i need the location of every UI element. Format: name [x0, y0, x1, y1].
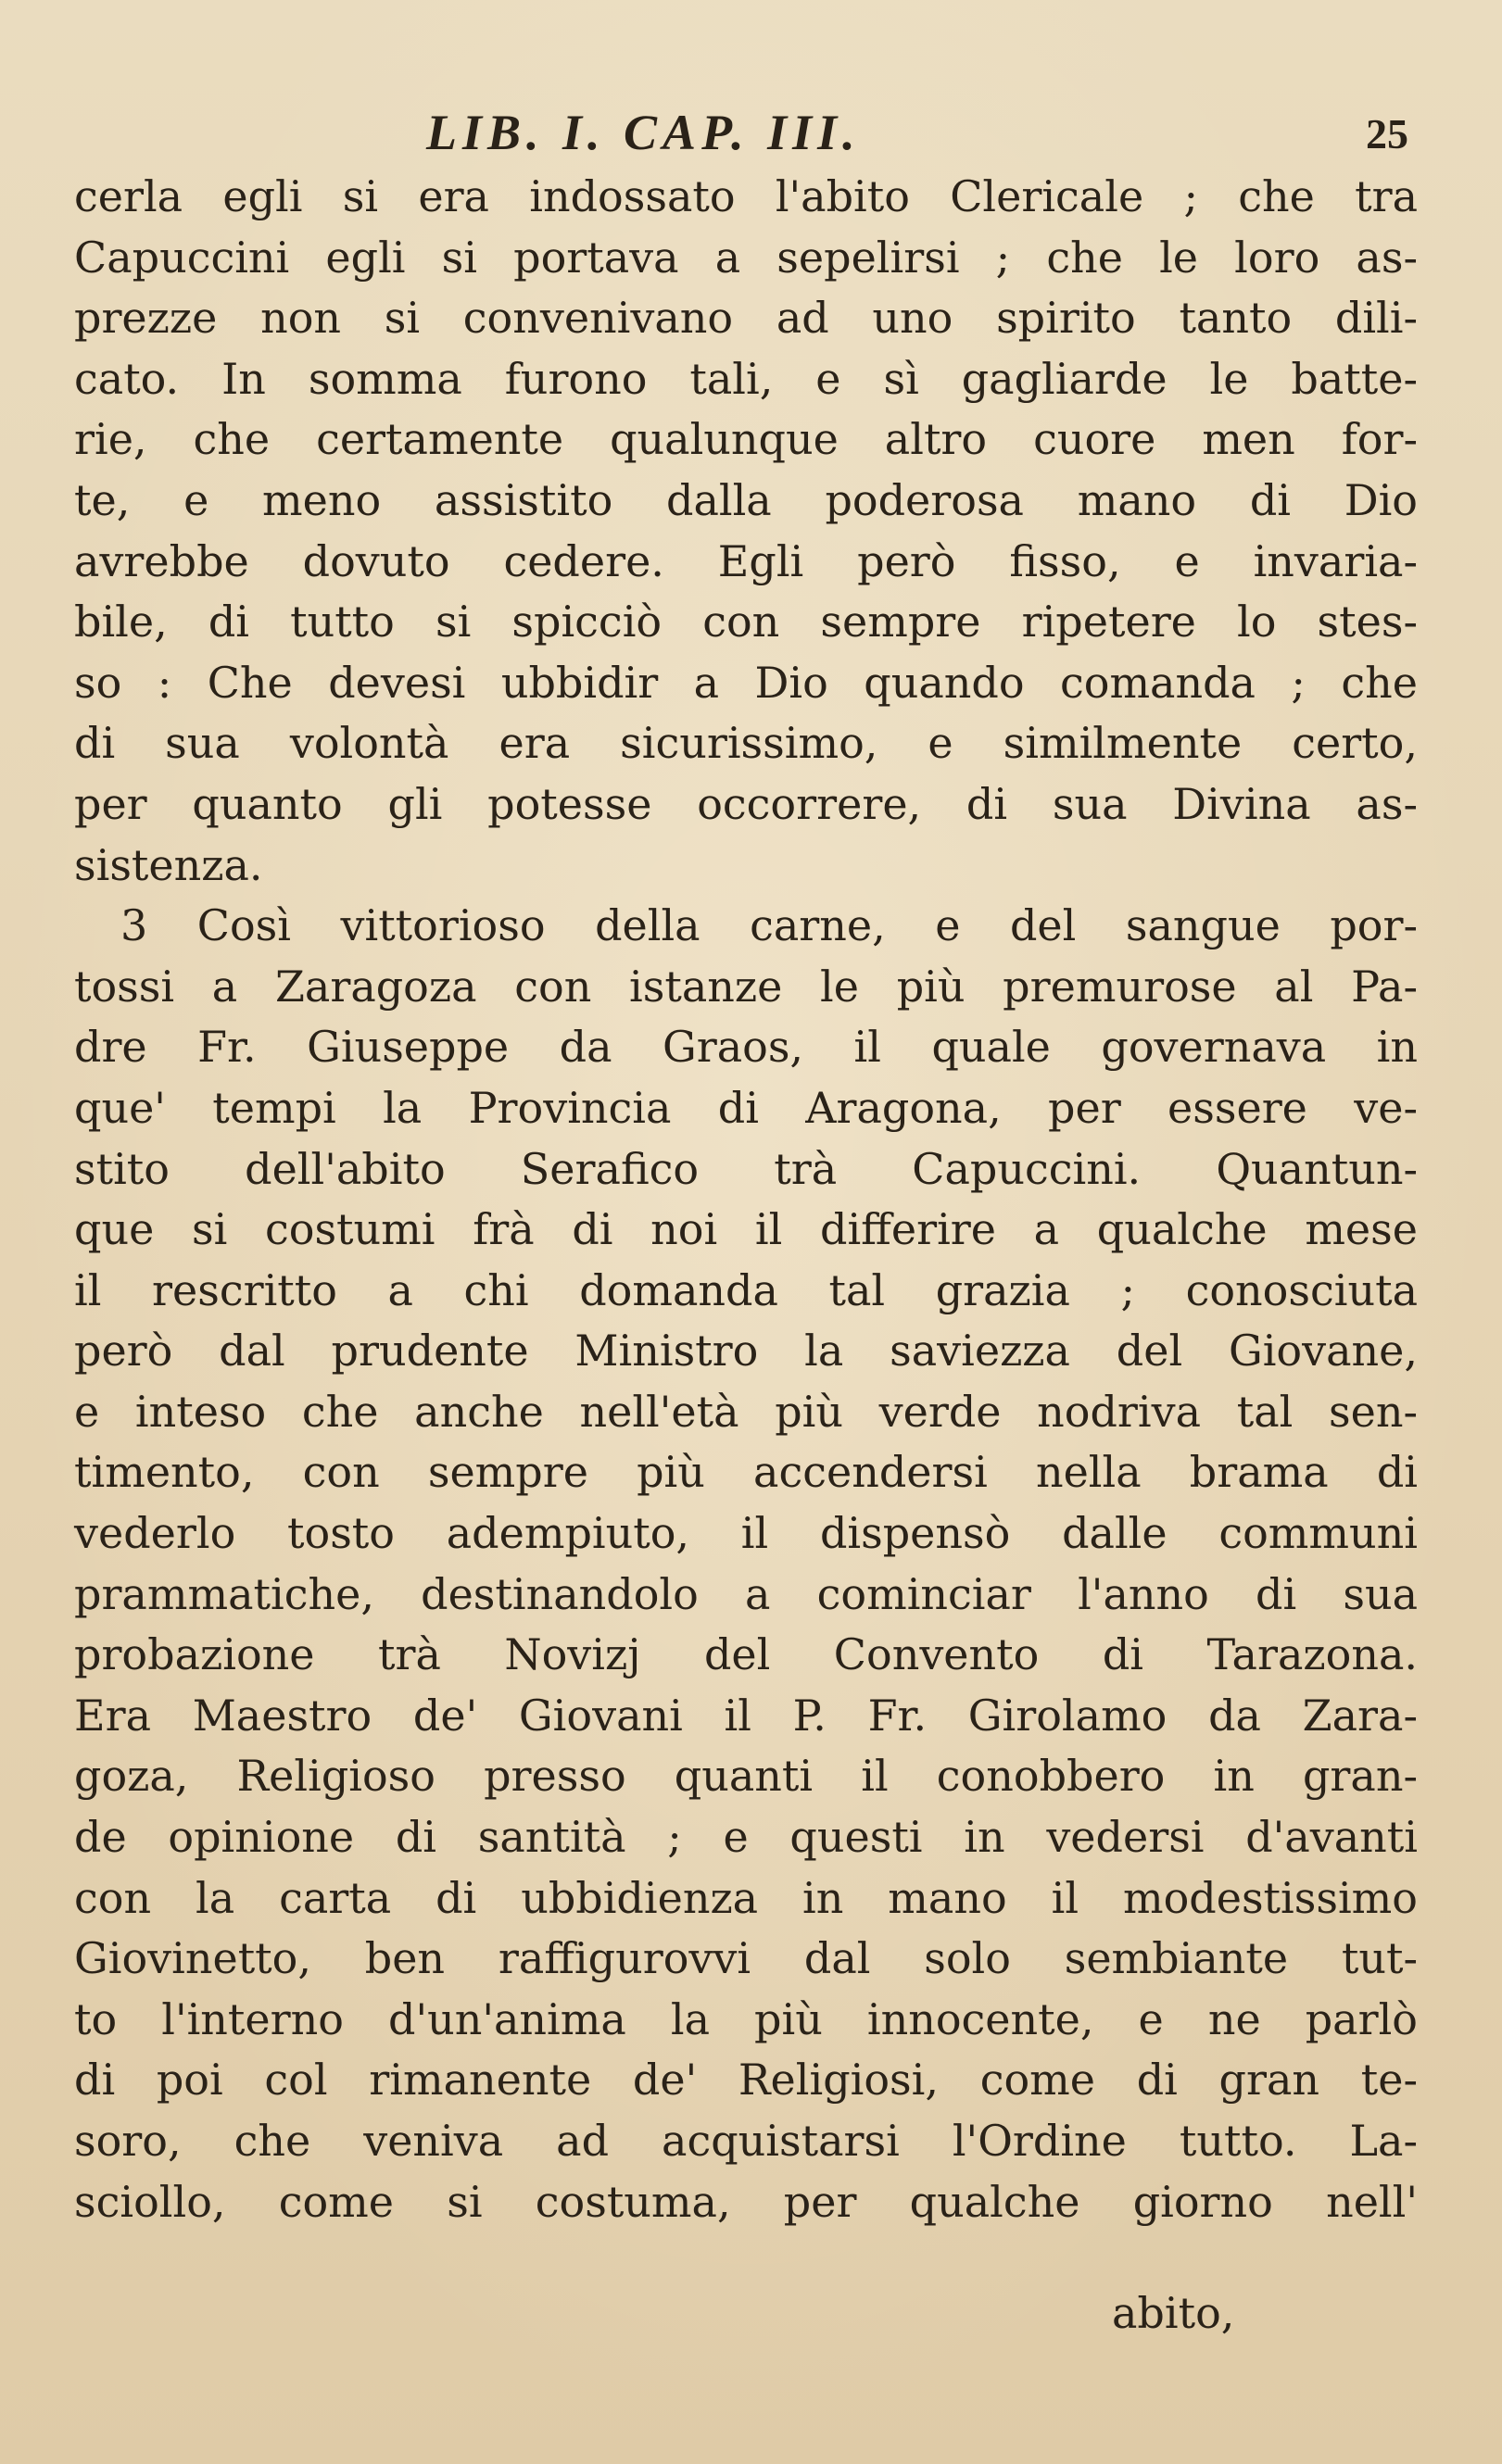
running-title: LIB. I. CAP. III.	[426, 105, 861, 160]
text-line: probazione trà Novizj del Convento di Tarazona.	[74, 1629, 1418, 1680]
text-line: rie, che certamente qualunque altro cuore men for-	[74, 414, 1418, 465]
text-line: Capuccini egli si portava a sepelirsi ; che le loro as-	[74, 232, 1418, 283]
paragraph-start-line: 3 Così vittorioso della carne, e del sangue por-	[120, 900, 1418, 951]
text-line: timento, con sempre più accendersi nella brama di	[74, 1447, 1418, 1498]
text-line: però dal prudente Ministro la saviezza del Giovane,	[74, 1326, 1418, 1377]
text-line: so : Che devesi ubbidir a Dio quando comanda ; che	[74, 657, 1418, 708]
text-line: il rescritto a chi domanda tal grazia ; conosciuta	[74, 1264, 1418, 1315]
text-line: cato. In somma furono tali, e sì gagliarde le batte-	[74, 353, 1418, 404]
text-line: Era Maestro de' Giovani il P. Fr. Girolamo da Zara-	[74, 1690, 1418, 1741]
text-line: cerla egli si era indossato l'abito Clericale ; che tra	[74, 171, 1418, 221]
text-line: di poi col rimanente de' Religiosi, come di gran te-	[74, 2055, 1418, 2106]
body-text	[74, 167, 1418, 2232]
catchword: abito,	[1112, 2288, 1235, 2338]
text-line: que' tempi la Provincia di Aragona, per essere ve-	[74, 1082, 1418, 1133]
text-line: tossi a Zaragoza con istanze le più premurose al Pa-	[74, 961, 1418, 1012]
text-line: dre Fr. Giuseppe da Graos, il quale governava in	[74, 1022, 1418, 1073]
text-line: vederlo tosto adempiuto, il dispensò dalle communi	[74, 1508, 1418, 1559]
text-line: di sua volontà era sicurissimo, e similmente certo,	[74, 718, 1418, 769]
text-line: sistenza.	[74, 839, 263, 890]
text-line: sciollo, come si costuma, per qualche giorno nell'	[74, 2176, 1418, 2227]
text-line: de opinione di santità ; e questi in vedersi d'avanti	[74, 1812, 1418, 1863]
text-line: avrebbe dovuto cedere. Egli però fisso, e invaria-	[74, 535, 1418, 586]
text-line: per quanto gli potesse occorrere, di sua Divina as-	[74, 778, 1418, 829]
text-line: bile, di tutto si spicciò con sempre ripetere lo stes-	[74, 597, 1418, 647]
text-line: prezze non si convenivano ad uno spirito tanto dili-	[74, 293, 1418, 344]
text-line: to l'interno d'un'anima la più innocente, e ne parlò	[74, 1993, 1418, 2044]
text-line: prammatiche, destinandolo a cominciar l'anno di sua	[74, 1568, 1418, 1619]
text-line: soro, che veniva ad acquistarsi l'Ordine tutto. La-	[74, 2116, 1418, 2166]
text-line: con la carta di ubbidienza in mano il modestissimo	[74, 1872, 1418, 1923]
text-line: stito dell'abito Serafico trà Capuccini. Quantun-	[74, 1143, 1418, 1194]
text-line: que si costumi frà di noi il differire a qualche mese	[74, 1204, 1418, 1255]
text-line: e inteso che anche nell'età più verde nodriva tal sen-	[74, 1386, 1418, 1437]
text-line: te, e meno assistito dalla poderosa mano di Dio	[74, 474, 1418, 525]
page-header	[74, 104, 1408, 169]
page-number: 25	[1366, 110, 1408, 157]
text-line: goza, Religioso presso quanti il conobbero in gran-	[74, 1751, 1418, 1802]
text-line: Giovinetto, ben raffigurovvi dal solo sembiante tut-	[74, 1933, 1418, 1984]
